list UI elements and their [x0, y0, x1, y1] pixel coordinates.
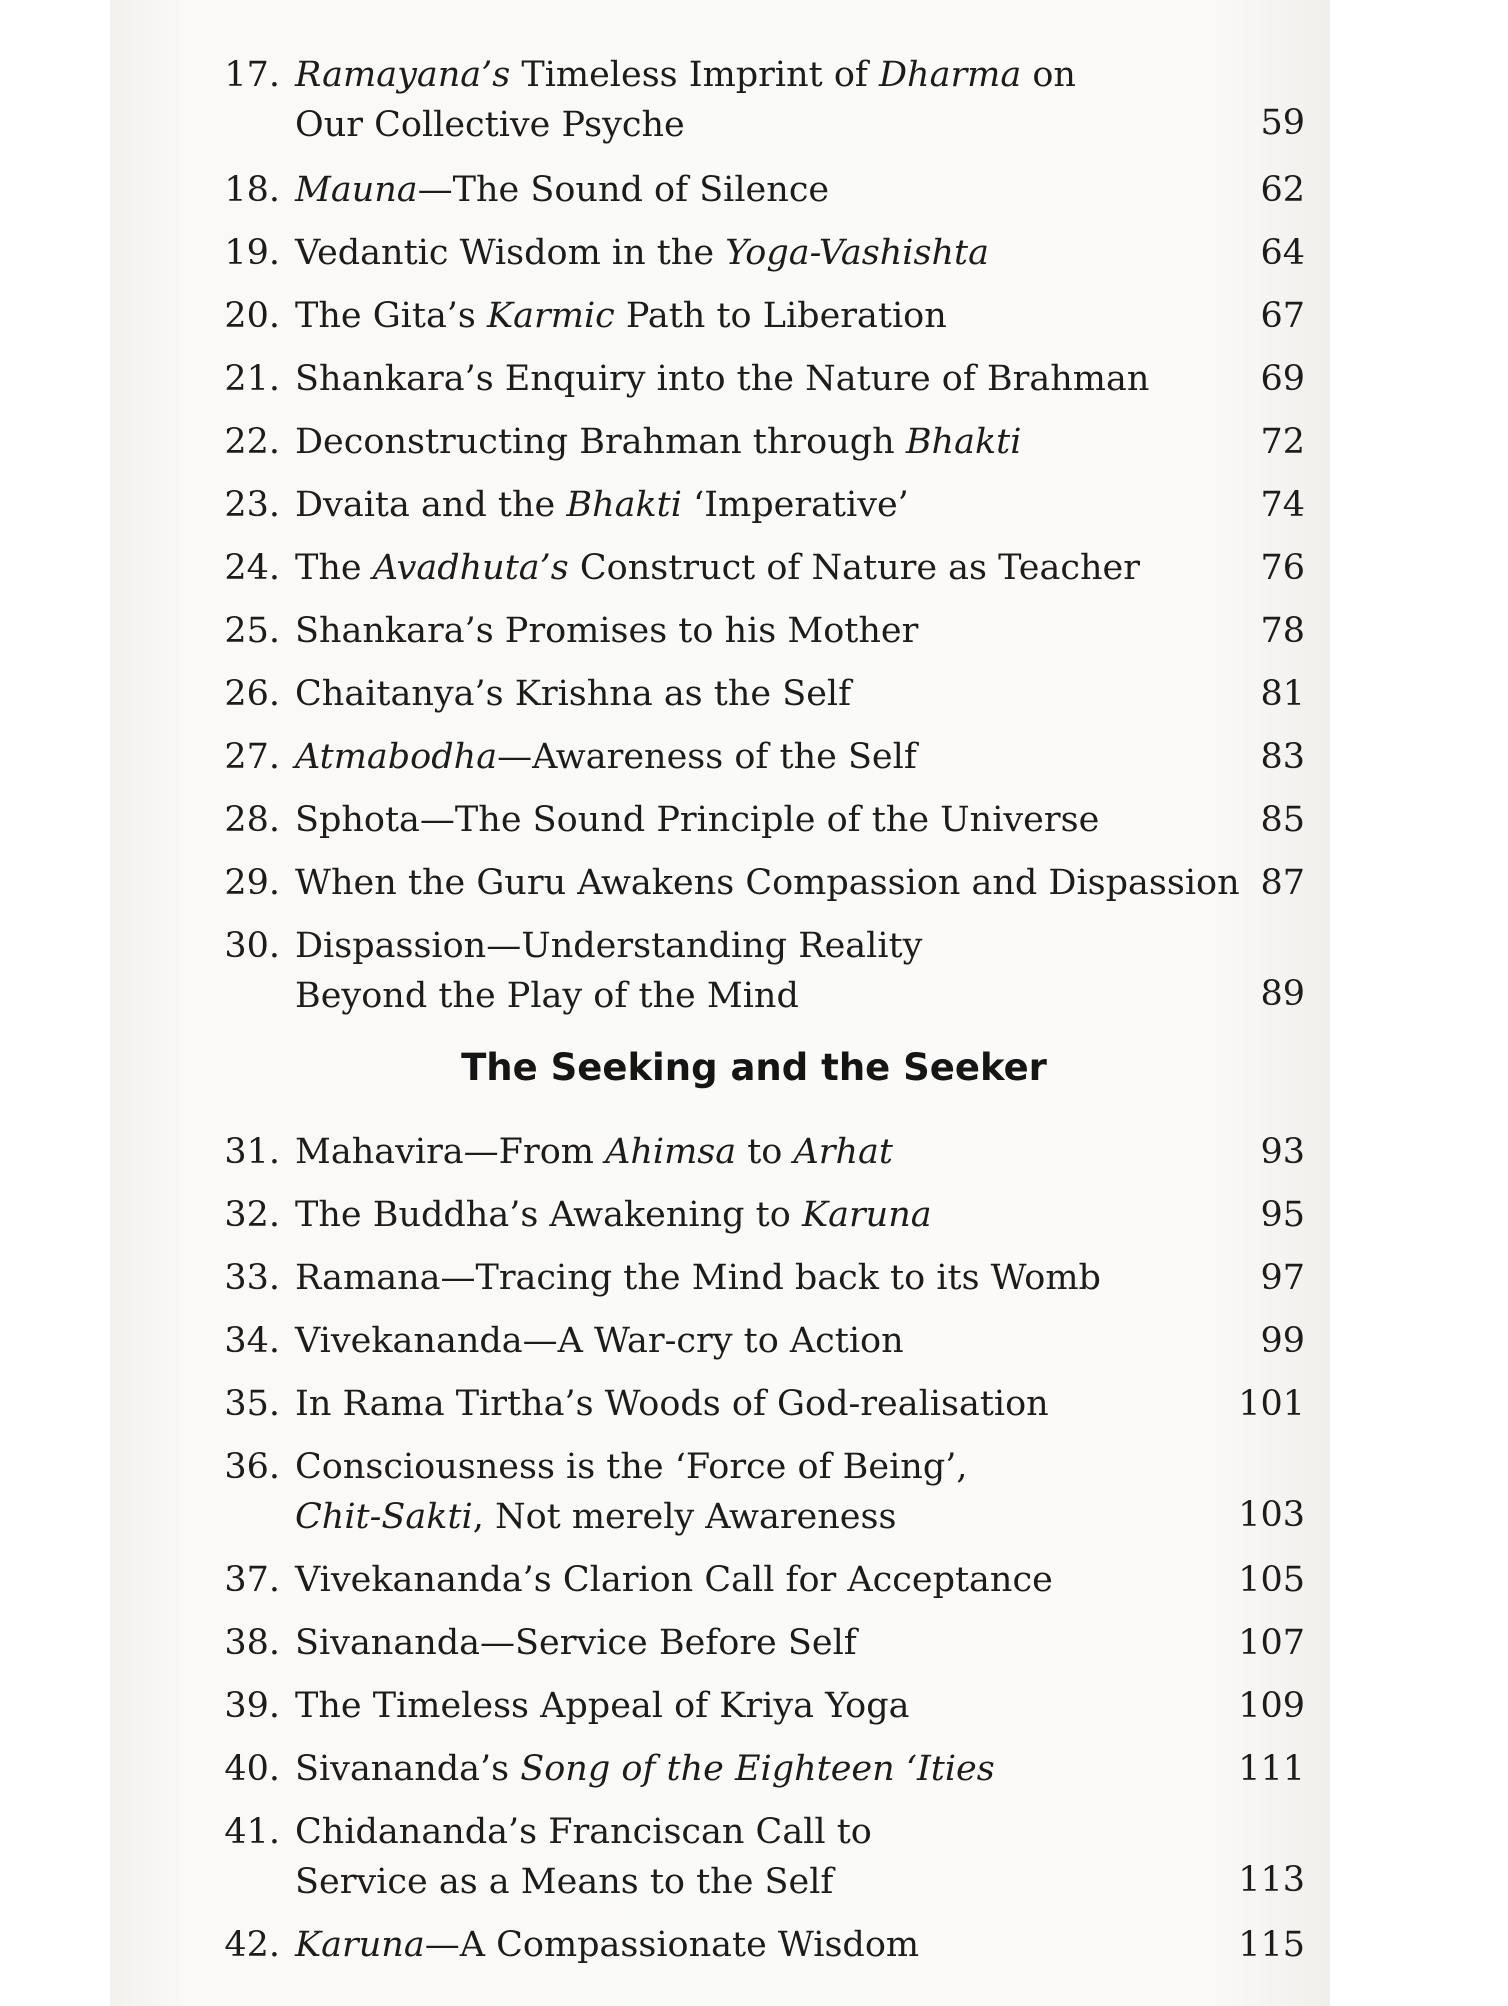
- toc-entry-title: [295, 50, 1076, 150]
- toc-title-line: [295, 1127, 893, 1177]
- toc-title-fragment: Sivananda’s: [295, 1749, 521, 1789]
- toc-entry-number: 29.: [224, 863, 280, 903]
- toc-entry-title: [295, 669, 851, 719]
- toc-title-fragment: Atmabodha: [295, 737, 498, 777]
- toc-title-line: [295, 971, 922, 1021]
- toc-entry-title: [295, 1127, 893, 1177]
- toc-title-fragment: Dharma: [878, 55, 1022, 95]
- toc-title-fragment: , Not merely Awareness: [472, 1497, 897, 1537]
- toc-entry-number: 42.: [224, 1925, 280, 1965]
- toc-entry-number: 31.: [224, 1132, 280, 1172]
- toc-entry-number: 28.: [224, 800, 280, 840]
- toc-title-fragment: Vivekananda’s Clarion Call for Acceptance: [295, 1560, 1053, 1600]
- toc-entry-page-number: 83: [1260, 737, 1305, 777]
- toc-title-fragment: Deconstructing Brahman through: [295, 422, 906, 462]
- toc-entry-number: 27.: [224, 737, 280, 777]
- toc-title-line: [295, 1807, 872, 1857]
- toc-title-fragment: —Awareness of the Self: [497, 737, 917, 777]
- toc-title-fragment: When the Guru Awakens Compassion and Dispassion: [295, 863, 1240, 903]
- toc-entry-page-number: 103: [1238, 1495, 1305, 1535]
- toc-entry-title: [295, 1442, 967, 1542]
- toc-entry-number: 37.: [224, 1560, 280, 1600]
- toc-title-fragment: Shankara’s Enquiry into the Nature of Brahman: [295, 359, 1150, 399]
- toc-entry-number: 18.: [224, 170, 280, 210]
- toc-title-fragment: Chidananda’s Franciscan Call to: [295, 1812, 872, 1852]
- toc-entry-page-number: 97: [1260, 1258, 1305, 1298]
- toc-entry-number: 23.: [224, 485, 280, 525]
- toc-title-line: [295, 291, 947, 341]
- toc-entry-page-number: 105: [1238, 1560, 1305, 1600]
- toc-entry-number: 32.: [224, 1195, 280, 1235]
- toc-title-fragment: —The Sound of Silence: [417, 170, 830, 210]
- toc-entry-number: 35.: [224, 1384, 280, 1424]
- toc-title-line: [295, 1681, 910, 1731]
- toc-entry-number: 26.: [224, 674, 280, 714]
- toc-title-fragment: Sphota—The Sound Principle of the Universe: [295, 800, 1100, 840]
- toc-entry-title: [295, 858, 1240, 908]
- toc-entry-number: 41.: [224, 1812, 280, 1852]
- toc-entry-title: [295, 291, 947, 341]
- toc-entry-number: 21.: [224, 359, 280, 399]
- toc-entry-title: [295, 165, 829, 215]
- toc-entry-page-number: 85: [1260, 800, 1305, 840]
- toc-entry-title: [295, 1379, 1049, 1429]
- toc-title-fragment: Chit-Sakti: [295, 1497, 473, 1537]
- toc-title-fragment: Yoga-Vashishta: [725, 233, 989, 273]
- toc-entry-title: [295, 417, 1021, 467]
- toc-title-fragment: Ramana—Tracing the Mind back to its Womb: [295, 1258, 1101, 1298]
- toc-title-line: [295, 1492, 967, 1542]
- toc-entry-page-number: 115: [1238, 1925, 1305, 1965]
- toc-entry-title: [295, 1807, 872, 1907]
- toc-title-fragment: Karuna: [295, 1925, 425, 1965]
- toc-title-fragment: Bhakti: [566, 485, 682, 525]
- toc-entry-number: 19.: [224, 233, 280, 273]
- toc-entry-page-number: 113: [1238, 1860, 1305, 1900]
- toc-entry-page-number: 74: [1260, 485, 1305, 525]
- toc-entry-page-number: 72: [1260, 422, 1305, 462]
- toc-title-line: [295, 921, 922, 971]
- toc-entry-title: [295, 228, 989, 278]
- toc-title-fragment: Vedantic Wisdom in the: [295, 233, 726, 273]
- toc-title-fragment: The Gita’s: [295, 296, 488, 336]
- toc-entry-page-number: 76: [1260, 548, 1305, 588]
- toc-entry-page-number: 81: [1260, 674, 1305, 714]
- toc-title-fragment: Service as a Means to the Self: [295, 1862, 834, 1902]
- toc-entry-page-number: 62: [1260, 170, 1305, 210]
- toc-entry-page-number: 101: [1238, 1384, 1305, 1424]
- toc-entry-title: [295, 1618, 857, 1668]
- toc-entry-title: [295, 1920, 919, 1970]
- toc-title-fragment: Ramayana’s: [295, 55, 511, 95]
- toc-title-fragment: Song of the Eighteen ‘Ities: [520, 1749, 995, 1789]
- toc-title-fragment: Dispassion—Understanding Reality: [295, 926, 923, 966]
- toc-entry-page-number: 95: [1260, 1195, 1305, 1235]
- toc-entry-page-number: 107: [1238, 1623, 1305, 1663]
- toc-title-fragment: In Rama Tirtha’s Woods of God-realisation: [295, 1384, 1049, 1424]
- toc-title-line: [295, 228, 989, 278]
- toc-entry-title: [295, 1555, 1053, 1605]
- toc-entry-number: 34.: [224, 1321, 280, 1361]
- toc-entry-title: [295, 795, 1099, 845]
- toc-entry-title: [295, 1253, 1101, 1303]
- toc-title-fragment: Vivekananda—A War-cry to Action: [295, 1321, 904, 1361]
- toc-title-fragment: Dvaita and the: [295, 485, 567, 525]
- toc-title-line: [295, 165, 829, 215]
- toc-entry-number: 24.: [224, 548, 280, 588]
- toc-entry-title: [295, 921, 922, 1021]
- toc-entry-page-number: 64: [1260, 233, 1305, 273]
- toc-title-fragment: Path to Liberation: [614, 296, 947, 336]
- toc-entry-number: 30.: [224, 926, 280, 966]
- toc-title-line: [295, 480, 909, 530]
- toc-entry-page-number: 93: [1260, 1132, 1305, 1172]
- toc-title-line: [295, 417, 1021, 467]
- toc-entry-title: [295, 732, 917, 782]
- toc-title-line: [295, 1744, 995, 1794]
- toc-entry-number: 33.: [224, 1258, 280, 1298]
- toc-title-line: [295, 1618, 857, 1668]
- toc-title-fragment: Beyond the Play of the Mind: [295, 976, 799, 1016]
- toc-title-line: [295, 1442, 967, 1492]
- toc-entry-title: [295, 606, 918, 656]
- toc-title-fragment: Shankara’s Promises to his Mother: [295, 611, 919, 651]
- toc-title-fragment: Consciousness is the ‘Force of Being’,: [295, 1447, 968, 1487]
- toc-title-fragment: Sivananda—Service Before Self: [295, 1623, 857, 1663]
- toc-title-fragment: Mauna: [295, 170, 418, 210]
- toc-title-fragment: —A Compassionate Wisdom: [424, 1925, 920, 1965]
- toc-entry-number: 20.: [224, 296, 280, 336]
- toc-title-line: [295, 858, 1240, 908]
- toc-title-line: [295, 795, 1099, 845]
- toc-entry-page-number: 67: [1260, 296, 1305, 336]
- toc-entry-title: [295, 354, 1149, 404]
- toc-title-line: [295, 100, 1076, 150]
- toc-entry-page-number: 87: [1260, 863, 1305, 903]
- section-heading: The Seeking and the Seeker: [461, 1046, 1047, 1089]
- toc-title-fragment: Our Collective Psyche: [295, 105, 685, 145]
- toc-title-fragment: to: [736, 1132, 794, 1172]
- toc-title-fragment: on: [1021, 55, 1076, 95]
- toc-entry-number: 36.: [224, 1447, 280, 1487]
- toc-entry-page-number: 59: [1260, 103, 1305, 143]
- toc-entry-title: [295, 1744, 995, 1794]
- toc-entry-page-number: 69: [1260, 359, 1305, 399]
- toc-title-line: [295, 1253, 1101, 1303]
- toc-title-fragment: Construct of Nature as Teacher: [568, 548, 1140, 588]
- toc-title-line: [295, 1920, 919, 1970]
- toc-title-fragment: The Buddha’s Awakening to: [295, 1195, 802, 1235]
- toc-title-fragment: Ahimsa: [605, 1132, 737, 1172]
- toc-entry-title: [295, 1316, 904, 1366]
- toc-entry-page-number: 78: [1260, 611, 1305, 651]
- toc-entry-number: 22.: [224, 422, 280, 462]
- toc-title-fragment: Avadhuta’s: [372, 548, 569, 588]
- toc-title-line: [295, 1379, 1049, 1429]
- toc-title-fragment: Chaitanya’s Krishna as the Self: [295, 674, 852, 714]
- toc-title-fragment: Timeless Imprint of: [510, 55, 879, 95]
- toc-entry-page-number: 111: [1238, 1749, 1305, 1789]
- toc-title-fragment: Arhat: [793, 1132, 893, 1172]
- toc-title-line: [295, 543, 1140, 593]
- toc-title-fragment: Bhakti: [905, 422, 1022, 462]
- toc-title-fragment: Mahavira—From: [295, 1132, 606, 1172]
- toc-entry-title: [295, 1681, 910, 1731]
- toc-entry-page-number: 109: [1238, 1686, 1305, 1726]
- toc-entry-number: 40.: [224, 1749, 280, 1789]
- toc-title-line: [295, 354, 1149, 404]
- toc-title-line: [295, 1316, 904, 1366]
- toc-title-line: [295, 732, 917, 782]
- toc-entry-number: 17.: [224, 55, 280, 95]
- toc-entry-number: 39.: [224, 1686, 280, 1726]
- toc-entry-title: [295, 1190, 932, 1240]
- toc-title-line: [295, 669, 851, 719]
- toc-entry-title: [295, 543, 1140, 593]
- toc-entry-number: 25.: [224, 611, 280, 651]
- toc-title-line: [295, 606, 918, 656]
- toc-entry-title: [295, 480, 909, 530]
- toc-title-fragment: The Timeless Appeal of Kriya Yoga: [295, 1686, 910, 1726]
- toc-title-fragment: Karuna: [801, 1195, 932, 1235]
- toc-entry-number: 38.: [224, 1623, 280, 1663]
- toc-title-fragment: Karmic: [487, 296, 615, 336]
- toc-title-fragment: The: [295, 548, 373, 588]
- toc-title-fragment: ‘Imperative’: [681, 485, 909, 525]
- toc-entry-page-number: 99: [1260, 1321, 1305, 1361]
- toc-title-line: [295, 1555, 1053, 1605]
- toc-title-line: [295, 1857, 872, 1907]
- toc-title-line: [295, 1190, 932, 1240]
- toc-title-line: [295, 50, 1076, 100]
- toc-entry-page-number: 89: [1260, 974, 1305, 1014]
